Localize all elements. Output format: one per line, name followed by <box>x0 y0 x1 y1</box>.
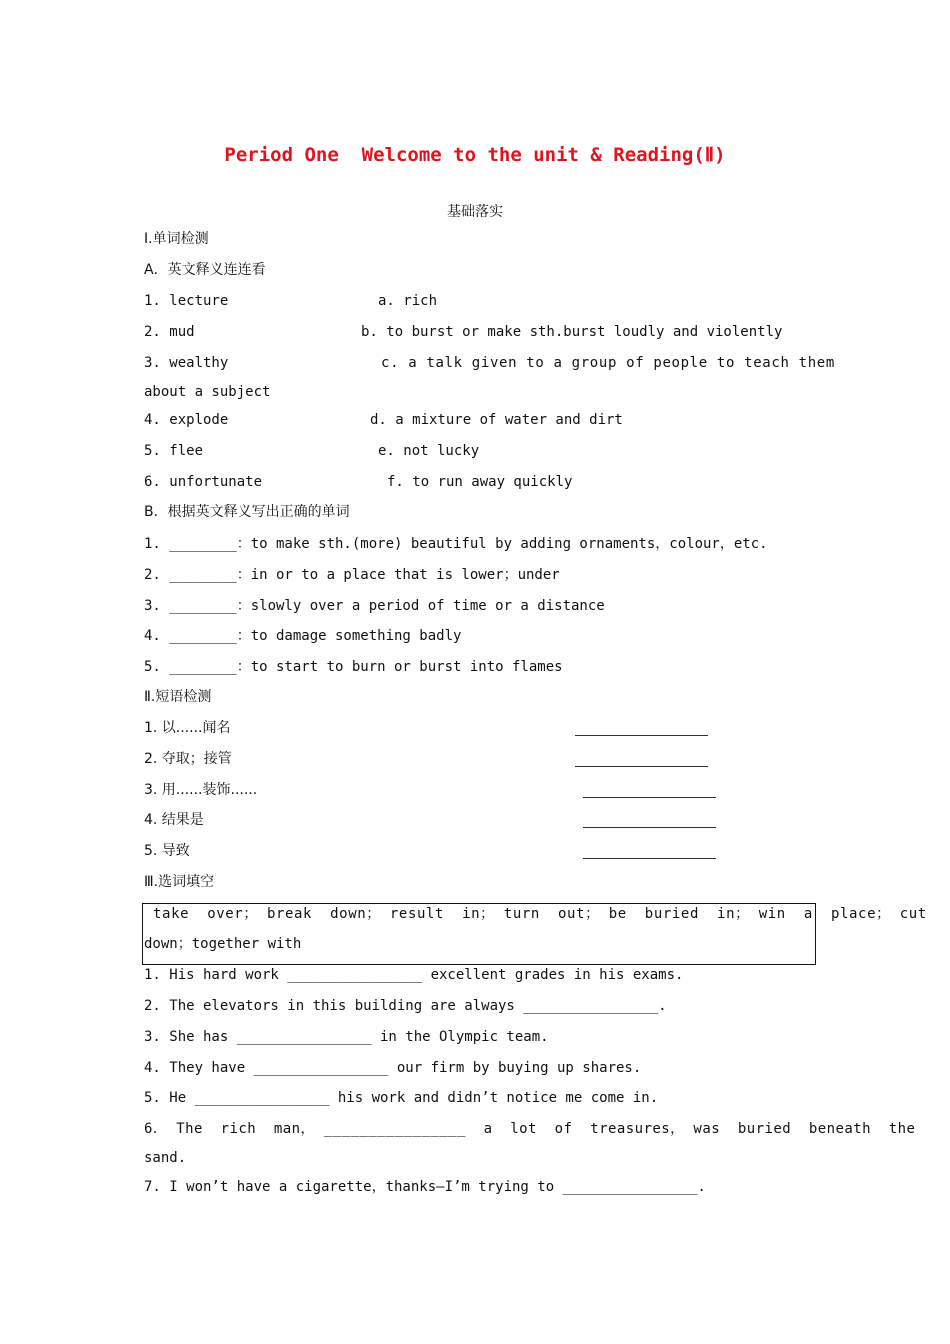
definition-item: e. not lucky <box>378 443 480 459</box>
part1-b-heading: B．根据英文释义写出正确的单词 <box>144 504 350 520</box>
sentence-item: 2. The elevators in this building are always ________________. <box>144 998 667 1014</box>
word-item: 5. flee <box>144 443 204 459</box>
part1-a-heading: A．英文释义连连看 <box>144 262 266 278</box>
sentence-item: 7. I won’t have a cigarette，thanks—I’m trying to ________________. <box>144 1179 706 1195</box>
answer-blank <box>575 735 708 736</box>
definition-item: b. to burst or make sth.burst loudly and violently <box>361 324 783 340</box>
phrase-item: 3. 用......装饰...... <box>144 782 258 798</box>
answer-blank <box>583 827 716 828</box>
sentence-item: 1. His hard work ________________ excellent grades in his exams. <box>144 967 684 983</box>
sentence-item: 4. They have ________________ our firm by buying up shares. <box>144 1060 642 1076</box>
word-bank-line: down；together with <box>144 936 302 952</box>
phrase-item: 5. 导致 <box>144 843 190 859</box>
b-item: 3. ________：slowly over a period of time or a distance <box>144 598 605 614</box>
part3-heading: Ⅲ.选词填空 <box>144 874 215 890</box>
phrase-item: 2. 夺取；接管 <box>144 751 232 767</box>
phrase-item: 1. 以......闻名 <box>144 720 231 736</box>
answer-blank <box>575 766 708 767</box>
answer-blank <box>583 797 716 798</box>
definition-item: d. a mixture of water and dirt <box>370 412 623 428</box>
b-item: 5. ________：to start to burn or burst into flames <box>144 659 563 675</box>
word-item: 3. wealthy <box>144 355 229 371</box>
answer-blank <box>583 858 716 859</box>
definition-item: a. rich <box>378 293 438 309</box>
part2-heading: Ⅱ.短语检测 <box>144 689 212 705</box>
word-bank-line: take over； break down； result in； turn out； be buried in； win a place； cut <box>144 906 927 922</box>
definition-continuation: about a subject <box>144 384 271 400</box>
part1-heading: Ⅰ.单词检测 <box>144 231 209 247</box>
word-item: 6. unfortunate <box>144 474 263 490</box>
phrase-item: 4. 结果是 <box>144 812 204 828</box>
definition-item: f. to run away quickly <box>387 474 573 490</box>
sentence-item: 5. He ________________ his work and didn’t notice me come in. <box>144 1090 659 1106</box>
definition-item: c. a talk given to a group of people to teach them <box>381 355 835 371</box>
b-item: 1. ________：to make sth.(more) beautiful by adding ornaments，colour，etc. <box>144 536 768 552</box>
word-item: 1. lecture <box>144 293 229 309</box>
b-item: 2. ________：in or to a place that is lower；under <box>144 567 560 583</box>
sentence-item: 3. She has ________________ in the Olympic team. <box>144 1029 549 1045</box>
section-heading: 基础落实 <box>447 204 503 220</box>
word-item: 2. mud <box>144 324 195 340</box>
page-title: Period One Welcome to the unit & Reading(Ⅱ) <box>224 144 726 166</box>
sentence-continuation: sand. <box>144 1150 187 1166</box>
sentence-item: 6． The rich man， ________________ a lot of treasures， was buried beneath the <box>144 1121 916 1137</box>
word-item: 4. explode <box>144 412 229 428</box>
b-item: 4. ________：to damage something badly <box>144 628 462 644</box>
